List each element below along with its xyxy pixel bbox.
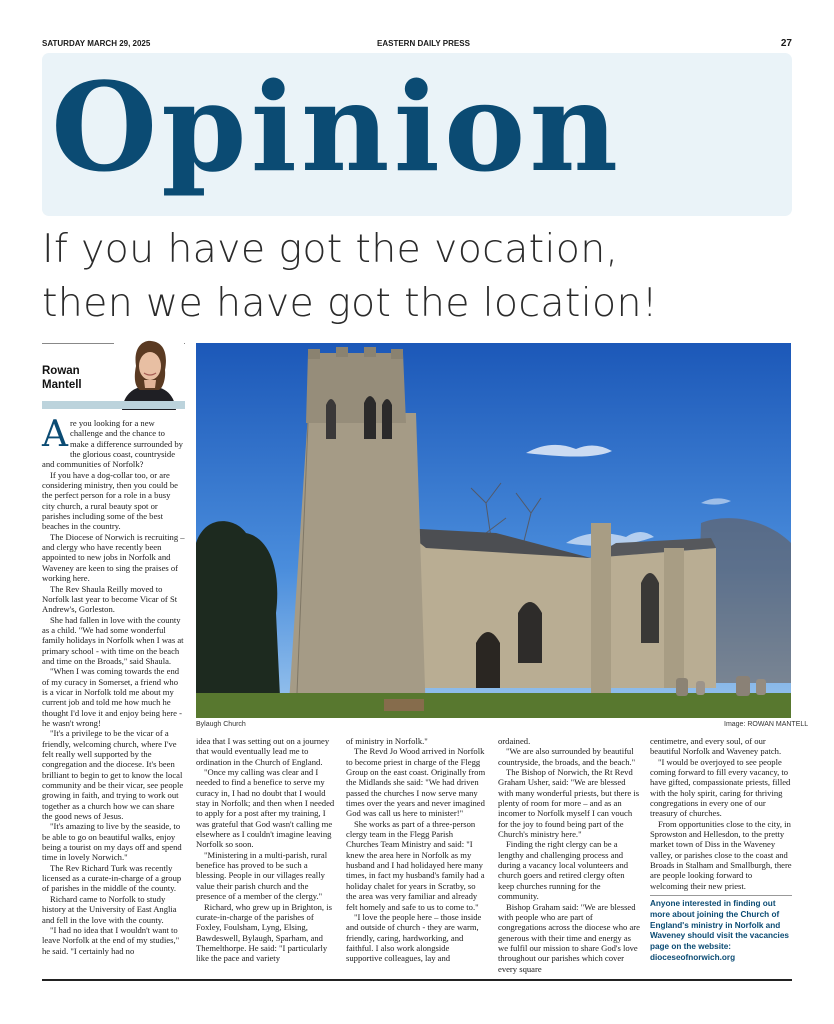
paragraph: From opportunities close to the city, in Sprowston and Hellesdon, to the pretty market town of Diss in the Waveney valley, or parishes close to the coast and Broads in Stalham and Smallburgh, there are people looking forward to welcoming their new priest. bbox=[650, 818, 792, 891]
paragraph: The Revd Jo Wood arrived in Norfolk to become priest in charge of the Flegg Group on the east coast. Originally from the Midlands she said: "We had driven passed the churches I now serve many times over the years and never imagined God was call us here to minister!" bbox=[346, 746, 486, 819]
column-3 bbox=[346, 736, 487, 964]
author-first-name: Rowan bbox=[42, 365, 80, 377]
paragraph: "When I was coming towards the end of my curacy in Somerset, a friend who is a vicar in Norfolk told me about my current job and told me how much he thought I'd love it and enjoy being here - he wasn't wrong! bbox=[42, 666, 182, 728]
vacancies-infobox: Anyone interested in finding out more about joining the Church of England's ministry in Norfolk and Waveney should visit the vacancies page on the website: dioceseofnorwich.org bbox=[650, 899, 789, 962]
paragraph: Richard, who grew up in Brighton, is curate-in-charge of the parishes of Foxley, Foulsham, Lyng, Elsing, Bawdeswell, Bylaugh, Sparham, and Themelthorpe. He said: "I particularly like the pace and variety bbox=[196, 901, 332, 964]
byline-accent-bar bbox=[42, 401, 185, 409]
headline bbox=[42, 222, 802, 330]
paragraph: "It's a privilege to be the vicar of a friendly, welcoming church, where I've felt really well supported by the congregation and the diocese. It's been brilliant to begin to get to know the local community and be their vicar, see people growing in faith, and trying to work out together as a church how we can share the good news of Jesus. bbox=[42, 728, 184, 822]
paragraph: idea that I was setting out on a journey that would eventually lead me to ordination in the Church of England. bbox=[196, 736, 330, 767]
paragraph: She works as part of a three-person clergy team in the Flegg Parish Churches Team Ministry and said: "I knew the area here in Norfolk as my husband and I had holidayed here many times, in fact my husband's family had a holiday chalet for years in Scratby, so the area was very familiar and already felt homely and safe to us to come to." bbox=[346, 818, 485, 912]
paragraph: The Rev Shaula Reilly moved to Norfolk last year to become Vicar of St Andrew's, Gorleston. bbox=[42, 583, 178, 615]
column-2 bbox=[196, 736, 336, 964]
author-portrait bbox=[114, 336, 184, 410]
paragraph: Richard came to Norfolk to study history at the University of East Anglia and fell in the love with the county. bbox=[42, 893, 177, 925]
issue-date: SATURDAY MARCH 29, 2025 bbox=[42, 39, 151, 48]
paragraph: She had fallen in love with the county as a child. "We had some wonderful family holidays in Norfolk when I was at primary school - with time on the beach and time on the Broads," said Shaula. bbox=[42, 614, 184, 666]
headline-line-1: If you have got the vocation, bbox=[42, 226, 619, 272]
paragraph: centimetre, and every soul, of our beautiful Norfolk and Waveney patch. bbox=[650, 736, 782, 757]
paragraph: "I would be overjoyed to see people coming forward to fill every vacancy, to have gifted, compassionate priests, filled with the holy spirit, caring for thriving congregations in every one of our treasury of churches. bbox=[650, 756, 791, 819]
paragraph: "We are also surrounded by beautiful countryside, the broads, and the beach." bbox=[498, 746, 636, 767]
paragraph: ordained. bbox=[498, 736, 531, 746]
paragraph: re you looking for a new challenge and the chance to make a difference surrounded by the glorious coast, countryside and communities of Norfolk? bbox=[42, 418, 183, 470]
drop-cap: A bbox=[42, 414, 68, 455]
paragraph: of ministry in Norfolk." bbox=[346, 736, 428, 746]
column-5 bbox=[650, 736, 792, 891]
author-last-name: Mantell bbox=[42, 379, 82, 391]
column-1 bbox=[42, 414, 185, 956]
section-title: Opinion bbox=[51, 55, 623, 199]
paragraph: Bishop Graham said: "We are blessed with people who are part of congregations across the diocese who are generous with their time and energy as we fulfil our mission to share God's love throughout our parishes which cover every square bbox=[498, 901, 640, 974]
headline-line-2: then we have got the location! bbox=[42, 280, 658, 326]
paragraph: "Once my calling was clear and I needed to find a benefice to serve my curacy in, I had no doubt that I would stay in Norfolk; and then when I needed to apply for a post after my training, I was grateful that God wasn't calling me elsewhere as I couldn't imagine leaving Norfolk so soon. bbox=[196, 767, 335, 850]
paragraph: Finding the right clergy can be a lengthy and challenging process and during a vacancy local volunteers and church goers and retired clergy often keep churches running for the community. bbox=[498, 839, 629, 902]
paragraph: The Diocese of Norwich is recruiting – and clergy who have recently been appointed to new jobs in Norfolk and Waveney are keen to sing the praises of working here. bbox=[42, 531, 185, 584]
infobox-rule bbox=[650, 895, 792, 896]
paragraph: The Rev Richard Turk was recently licensed as a curate-in-charge of a group of parishes in the middle of the county. bbox=[42, 862, 182, 894]
newspaper-name: EASTERN DAILY PRESS bbox=[377, 39, 470, 48]
church-photo bbox=[196, 343, 791, 718]
paragraph: "I love the people here – those inside and outside of church - they are warm, friendly, caring, hardworking, and faithful. I also work alongside supportive colleagues, lay and bbox=[346, 911, 482, 964]
paragraph: The Bishop of Norwich, the Rt Revd Graham Usher, said: "We are blessed with many wonderful priests, but there is plenty of room for more – and as an incomer to Norfolk myself I can vouch for the joy to found being part of the Church's ministry here." bbox=[498, 767, 640, 840]
paragraph: If you have a dog-collar too, or are considering ministry, then you could be the perfect person for a role in a busy city church, a rural beauty spot or parishes including some of the best beaches in the country. bbox=[42, 469, 178, 532]
photo-caption: Bylaugh Church bbox=[196, 721, 246, 728]
column-4 bbox=[498, 736, 640, 974]
masthead bbox=[42, 39, 792, 51]
section-banner bbox=[42, 53, 792, 216]
paragraph: "Ministering in a multi-parish, rural benefice has proved to be such a blessing. People in our villages really value their parish church and the presence of a member of the clergy." bbox=[196, 849, 328, 902]
byline bbox=[42, 364, 82, 392]
paragraph: "It's amazing to live by the seaside, to be able to go on beautiful walks, enjoy being a tourist on my days off and spend time in lovely Norwich." bbox=[42, 821, 182, 863]
page-number: 27 bbox=[780, 38, 792, 49]
paragraph: "I had no idea that I wouldn't want to leave Norfolk at the end of my studies," he said. "I certainly had no bbox=[42, 924, 180, 956]
photo-credit: Image: ROWAN MANTELL bbox=[724, 721, 809, 728]
page-bottom-rule bbox=[42, 979, 792, 981]
